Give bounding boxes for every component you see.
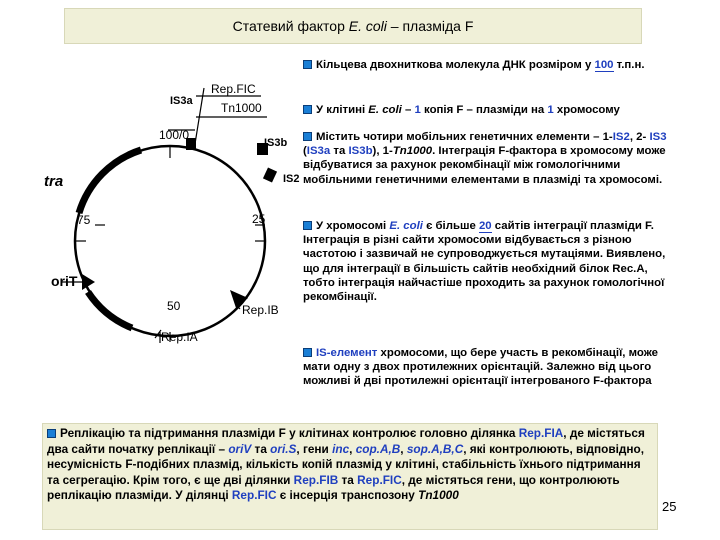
label-is3b: IS3b: [264, 137, 288, 149]
checkbox-bullet-icon: [303, 105, 312, 114]
tra-region: [79, 150, 141, 213]
label-repia: Rep.IA: [161, 330, 198, 344]
bullet-4: У хромосомі E. coli є більше 20 сайтів інтеграції плазміди F. Інтеграція в різні сайти хромосоми відбувається з різною частотою і зазвичай не супроводжується мутаціями. Виявлено, що для інтеграції в більшість сайтів необхідний білок Rec.A, тобто інтеграція найчастіше проходить за рахунок гомологічної рекомбінації.: [303, 220, 666, 304]
title-species: E. coli: [348, 18, 387, 34]
label-25: 25: [252, 212, 266, 226]
bullet-2: У клітині E. coli – 1 копія F – плазміди на 1 хромосому: [303, 103, 675, 117]
plasmid-map: [0, 60, 300, 420]
title-post: – плазміда F: [386, 18, 474, 34]
label-repib: Rep.IB: [242, 303, 279, 317]
label-75: 75: [77, 213, 91, 227]
label-tra: tra: [44, 173, 64, 190]
page-number: 25: [662, 499, 677, 514]
label-repfic: Rep.FIC: [211, 82, 256, 96]
label-100-0: 100/0: [159, 128, 190, 142]
checkbox-bullet-icon: [47, 429, 56, 438]
title-box: [64, 8, 642, 44]
title-pre: Статевий фактор: [232, 18, 349, 34]
bullet-5: IS-елемент хромосоми, що бере участь в рекомбінації, може мати одну з двох протилежних орієнтацій. Залежно від цього можливі й дві протилежні орієнтації інтегрованого F-фактора: [303, 347, 658, 388]
bottom-summary: Реплікацію та підтримання плазміди F у клітинах контролює головно ділянка Rep.FIA, де містяться два сайти початку реплікації – oriV та ori.S, гени inc, cop.A,B, sop.A,B,C, які контролюють, відповідно, несумісність F-подібних плазмід, кількість копій плазмід у клітині, стабільність їхнього підтримання та сегрегацію. Крім того, є ще дві ділянки Rep.FIB та Rep.FIC, де містяться гени, що контролюють реплікацію плазміди. У ділянці Rep.FIC є інсерція транспозону Tn1000: [42, 423, 658, 530]
label-is3a: IS3a: [170, 95, 193, 107]
bullet-3: Містить чотири мобільних генетичних елементи – 1-IS2, 2- IS3 (IS3a та IS3b), 1-Tn1000. Інтеграція F-фактора в хромосому може відбуватися за рахунок рекомбінації між гомологічними мобільними генетичними елементами в плазміді та хромосомі.: [303, 131, 667, 186]
lower-left-region: [88, 292, 132, 328]
checkbox-bullet-icon: [303, 132, 312, 141]
checkbox-bullet-icon: [303, 221, 312, 230]
bullet-1: Кільцева двохниткова молекула ДНК розміром у 100 т.п.н.: [303, 58, 675, 72]
label-tn1000: Tn1000: [221, 101, 262, 115]
label-50: 50: [167, 299, 181, 313]
slide-title: [65, 18, 641, 34]
label-orit: oriT: [51, 273, 78, 289]
checkbox-bullet-icon: [303, 60, 312, 69]
is2-box: [263, 167, 277, 182]
checkbox-bullet-icon: [303, 348, 312, 357]
label-is2: IS2: [283, 173, 300, 185]
